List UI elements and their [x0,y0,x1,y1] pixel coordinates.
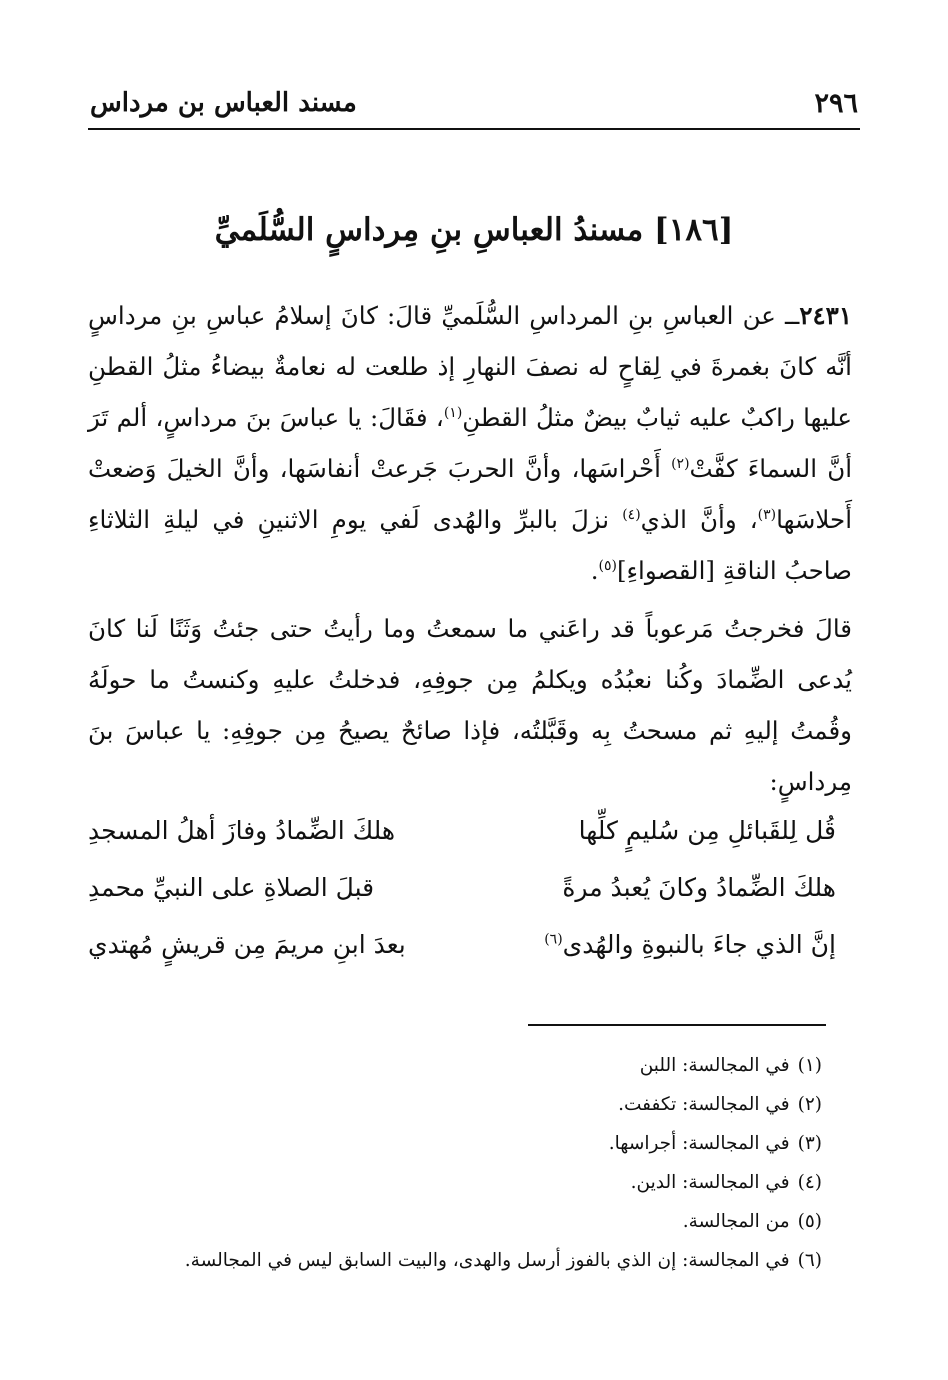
footnote-ref: (١) [443,404,463,421]
poem-verse [88,930,836,987]
page-number: ٢٩٦ [814,88,858,119]
hadith-number: ٢٤٣١ [799,301,852,330]
hemistich-text: إنَّ الذي جاءَ بالنبوةِ والهُدى [562,930,836,959]
narrative-paragraph: قالَ فخرجتُ مَرعوباً قد راعَني ما سمعتُ وما رأيتُ حتى جئتُ وَثَنًا لَنا كانَ يُدعى الضِّمادَ وكُنا نعبُدُه ويكلمُ مِن جوفِهِ، فدخلتُ عليهِ وكنستُ ما حولَهُ وقُمتُ إليهِ ثم مسحتُ بِه وقَبَّلتُه، فإذا صائحٌ يصيحُ مِن جوفِهِ: يا عباسَ بنَ مِرداسٍ: [88,614,852,796]
footnote-ref: (٤) [622,506,641,523]
poem-verse [88,816,836,873]
footnote-text: من المجالسة. [682,1211,790,1232]
footnote-ref: (٣) [757,506,777,523]
poem-verse [88,873,836,930]
verse-first-hemistich [562,873,836,902]
hadith-paragraph [88,290,852,596]
footnote-ref: (٦) [544,931,563,948]
footnote-divider [528,1024,826,1026]
verse-second-hemistich: هلكَ الضِّمادُ وفازَ أهلُ المسجدِ [88,816,396,845]
footnote [88,1124,822,1163]
footnote-mark: (٥) [797,1211,822,1232]
running-header [88,82,860,130]
footnote-mark: (١) [797,1055,822,1076]
running-header-title: مسند العباس بن مرداس [90,88,357,118]
hadith-text-part: . [590,556,599,585]
footnote-mark: (٣) [797,1133,822,1154]
footnote [88,1085,822,1124]
hadith-text-part: ــ عن العباسِ بنِ المرداسِ السُّلَميِّ قالَ: كانَ إسلامُ عباسِ بنِ مرداسٍ أنَّه كانَ بغمرةَ في لِقاحٍ له نصفَ النهارِ إذ طلعت له نعامةٌ بيضاءُ مثلُ القطنِ عليها راكبٌ عليه ثيابٌ بيضٌ مثلُ القطنِ [88,301,852,432]
section-title: [١٨٦] مسندُ العباسِ بنِ مِرداسٍ السُّلَميِّ [214,212,734,248]
footnote-text: في المجالسة: أجراسها. [608,1133,790,1154]
footnote [88,1163,822,1202]
footnote [88,1241,822,1280]
footnote-mark: (٢) [797,1094,822,1115]
footnote-text: في المجالسة: الدين. [630,1172,790,1193]
footnote-text: في المجالسة: اللبن [639,1055,790,1076]
hadith-text-part: ، فقَالَ: يا عباسَ بنَ مرداسٍ، ألم تَرَ أنَّ السماءَ كفَّتْ [88,403,852,483]
verse-second-hemistich: قبلَ الصلاةِ على النبيِّ محمدِ [88,873,375,902]
footnote-ref: (٢) [671,455,690,472]
footnote-mark: (٤) [797,1172,822,1193]
footnote-text: في المجالسة: إن الذي بالفوز أرسل والهدى، والبيت السابق ليس في المجالسة. [184,1250,790,1271]
footnote-text: في المجالسة: تكففت. [618,1094,790,1115]
footnote [88,1046,822,1085]
hemistich-text: قُل لِلقَبائلِ مِن سُليمٍ كلِّها [578,816,836,845]
hadith-text-part: نزلَ بالبرِّ والهُدى لَفي يومِ الاثنينِ في ليلةِ الثلاثاءِ صاحبُ الناقةِ [القصواءِ] [88,505,852,585]
hadith-text-part: ، وأنَّ الذي [640,505,758,534]
verse-first-hemistich [579,816,836,845]
footnote [88,1202,822,1241]
hadith-text-part: أَحْراسَها، وأنَّ الحربَ جَرعتْ أنفاسَها، وأنَّ الخيلَ وَضعتْ أَحلاسَها [88,454,852,534]
footnotes [88,1046,822,1280]
verse-first-hemistich [544,930,836,959]
verse-second-hemistich: بعدَ ابنِ مريمَ مِن قريشٍ مُهتدي [88,930,406,959]
footnote-ref: (٥) [598,557,617,574]
hemistich-text: هلكَ الضِّمادُ وكانَ يُعبدُ مرةً [562,873,836,902]
footnote-mark: (٦) [797,1250,822,1271]
poem [88,816,836,987]
